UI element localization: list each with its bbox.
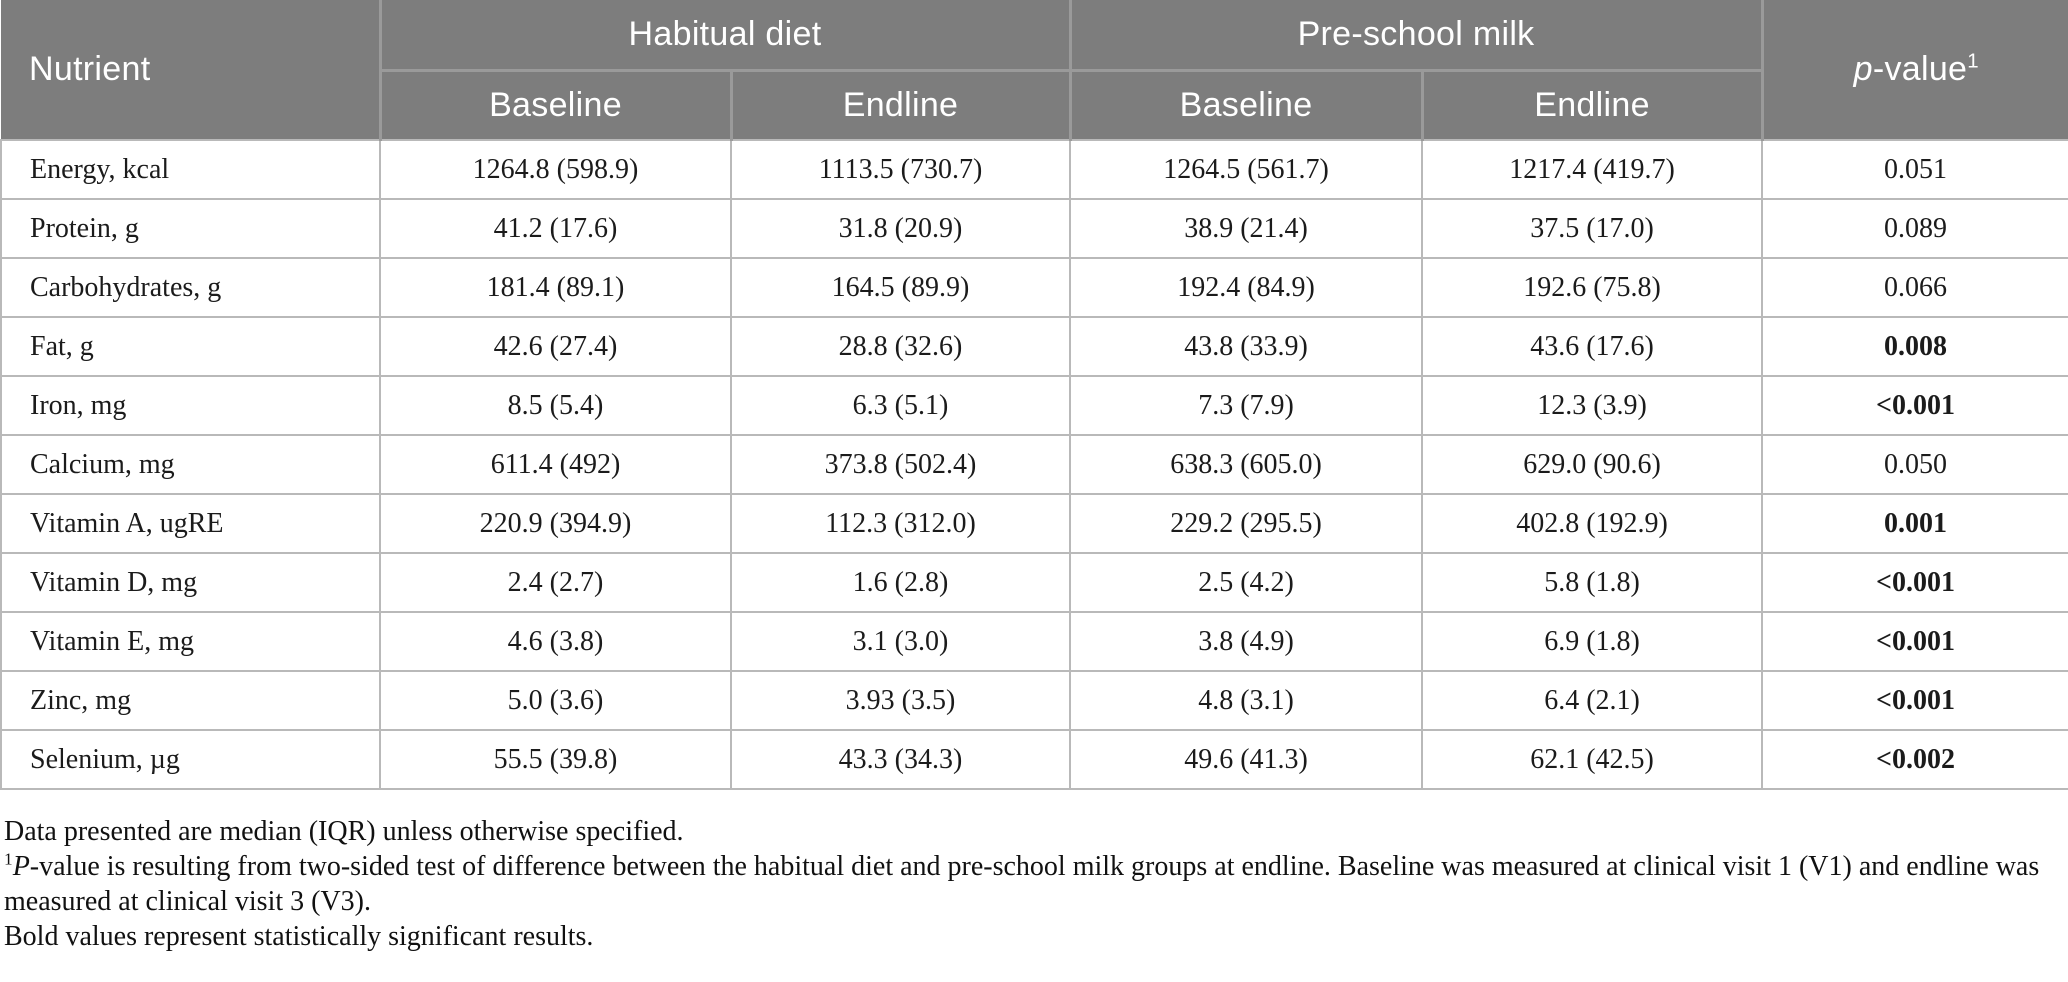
table-row [1,612,2068,671]
value-cell: 41.2 (17.6) [380,199,731,258]
value-cell: 611.4 (492) [380,435,731,494]
value-cell: 1.6 (2.8) [731,553,1070,612]
table-row [1,317,2068,376]
col-header-pm-endline: Endline [1422,70,1762,140]
pvalue-cell: <0.002 [1762,730,2068,789]
value-cell: 2.4 (2.7) [380,553,731,612]
table-row [1,435,2068,494]
footnote-pvalue-definition [4,849,2064,919]
col-header-pm-baseline: Baseline [1070,70,1422,140]
nutrient-cell: Fat, g [1,317,380,376]
value-cell: 43.3 (34.3) [731,730,1070,789]
nutrient-cell: Energy, kcal [1,140,380,199]
value-cell: 164.5 (89.9) [731,258,1070,317]
value-cell: 1217.4 (419.7) [1422,140,1762,199]
pvalue-cell: <0.001 [1762,376,2068,435]
table-body [1,140,2068,789]
value-cell: 42.6 (27.4) [380,317,731,376]
value-cell: 373.8 (502.4) [731,435,1070,494]
nutrient-cell: Carbohydrates, g [1,258,380,317]
value-cell: 6.4 (2.1) [1422,671,1762,730]
pvalue-label-italic: p [1853,50,1873,88]
value-cell: 12.3 (3.9) [1422,376,1762,435]
footnote-pvalue-italic: P [12,851,30,882]
footnote-data-presented: Data presented are median (IQR) unless otherwise specified. [4,816,684,847]
table-row [1,258,2068,317]
value-cell: 192.4 (84.9) [1070,258,1422,317]
pvalue-cell: 0.066 [1762,258,2068,317]
value-cell: 7.3 (7.9) [1070,376,1422,435]
value-cell: 6.3 (5.1) [731,376,1070,435]
value-cell: 8.5 (5.4) [380,376,731,435]
value-cell: 181.4 (89.1) [380,258,731,317]
value-cell: 3.8 (4.9) [1070,612,1422,671]
value-cell: 192.6 (75.8) [1422,258,1762,317]
col-header-pvalue [1762,0,2068,140]
col-group-preschool-milk: Pre-school milk [1070,0,1762,70]
nutrient-cell: Vitamin A, ugRE [1,494,380,553]
pvalue-cell: <0.001 [1762,553,2068,612]
value-cell: 1264.8 (598.9) [380,140,731,199]
value-cell: 112.3 (312.0) [731,494,1070,553]
value-cell: 4.6 (3.8) [380,612,731,671]
footnote-bold-values: Bold values represent statistically significant results. [4,921,594,952]
nutrient-cell: Zinc, mg [1,671,380,730]
value-cell: 43.8 (33.9) [1070,317,1422,376]
value-cell: 28.8 (32.6) [731,317,1070,376]
pvalue-label-rest: -value [1872,50,1968,88]
nutrient-cell: Protein, g [1,199,380,258]
table-row [1,730,2068,789]
value-cell: 638.3 (605.0) [1070,435,1422,494]
value-cell: 2.5 (4.2) [1070,553,1422,612]
nutrient-cell: Vitamin D, mg [1,553,380,612]
pvalue-superscript: 1 [1967,50,1979,73]
value-cell: 62.1 (42.5) [1422,730,1762,789]
footnote-pvalue-text: -value is resulting from two-sided test of difference between the habitual diet and pre-school milk groups at endline. Baseline was measured at clinical visit 1 (V1) and endline was measured at clinical visit 3 (V3). [4,851,2040,917]
nutrient-cell: Iron, mg [1,376,380,435]
table-header [1,0,2068,140]
pvalue-cell: <0.001 [1762,671,2068,730]
value-cell: 629.0 (90.6) [1422,435,1762,494]
table-row [1,140,2068,199]
value-cell: 38.9 (21.4) [1070,199,1422,258]
value-cell: 402.8 (192.9) [1422,494,1762,553]
table-row [1,199,2068,258]
value-cell: 31.8 (20.9) [731,199,1070,258]
value-cell: 4.8 (3.1) [1070,671,1422,730]
value-cell: 5.0 (3.6) [380,671,731,730]
pvalue-cell: 0.050 [1762,435,2068,494]
table-row [1,376,2068,435]
pvalue-cell: 0.008 [1762,317,2068,376]
value-cell: 49.6 (41.3) [1070,730,1422,789]
footnote-superscript: 1 [4,849,13,869]
value-cell: 1264.5 (561.7) [1070,140,1422,199]
nutrient-cell: Calcium, mg [1,435,380,494]
value-cell: 220.9 (394.9) [380,494,731,553]
col-group-habitual-diet: Habitual diet [380,0,1070,70]
nutrient-cell: Vitamin E, mg [1,612,380,671]
table-row [1,671,2068,730]
col-header-hd-endline: Endline [731,70,1070,140]
pvalue-cell: 0.089 [1762,199,2068,258]
header-row-groups [1,0,2068,70]
table-row [1,553,2068,612]
value-cell: 55.5 (39.8) [380,730,731,789]
col-header-nutrient: Nutrient [1,0,380,140]
col-header-hd-baseline: Baseline [380,70,731,140]
pvalue-cell: <0.001 [1762,612,2068,671]
value-cell: 1113.5 (730.7) [731,140,1070,199]
footnotes [4,814,2064,954]
value-cell: 5.8 (1.8) [1422,553,1762,612]
nutrient-cell: Selenium, µg [1,730,380,789]
value-cell: 3.1 (3.0) [731,612,1070,671]
pvalue-cell: 0.051 [1762,140,2068,199]
value-cell: 37.5 (17.0) [1422,199,1762,258]
value-cell: 3.93 (3.5) [731,671,1070,730]
table-row [1,494,2068,553]
value-cell: 229.2 (295.5) [1070,494,1422,553]
value-cell: 43.6 (17.6) [1422,317,1762,376]
pvalue-cell: 0.001 [1762,494,2068,553]
value-cell: 6.9 (1.8) [1422,612,1762,671]
